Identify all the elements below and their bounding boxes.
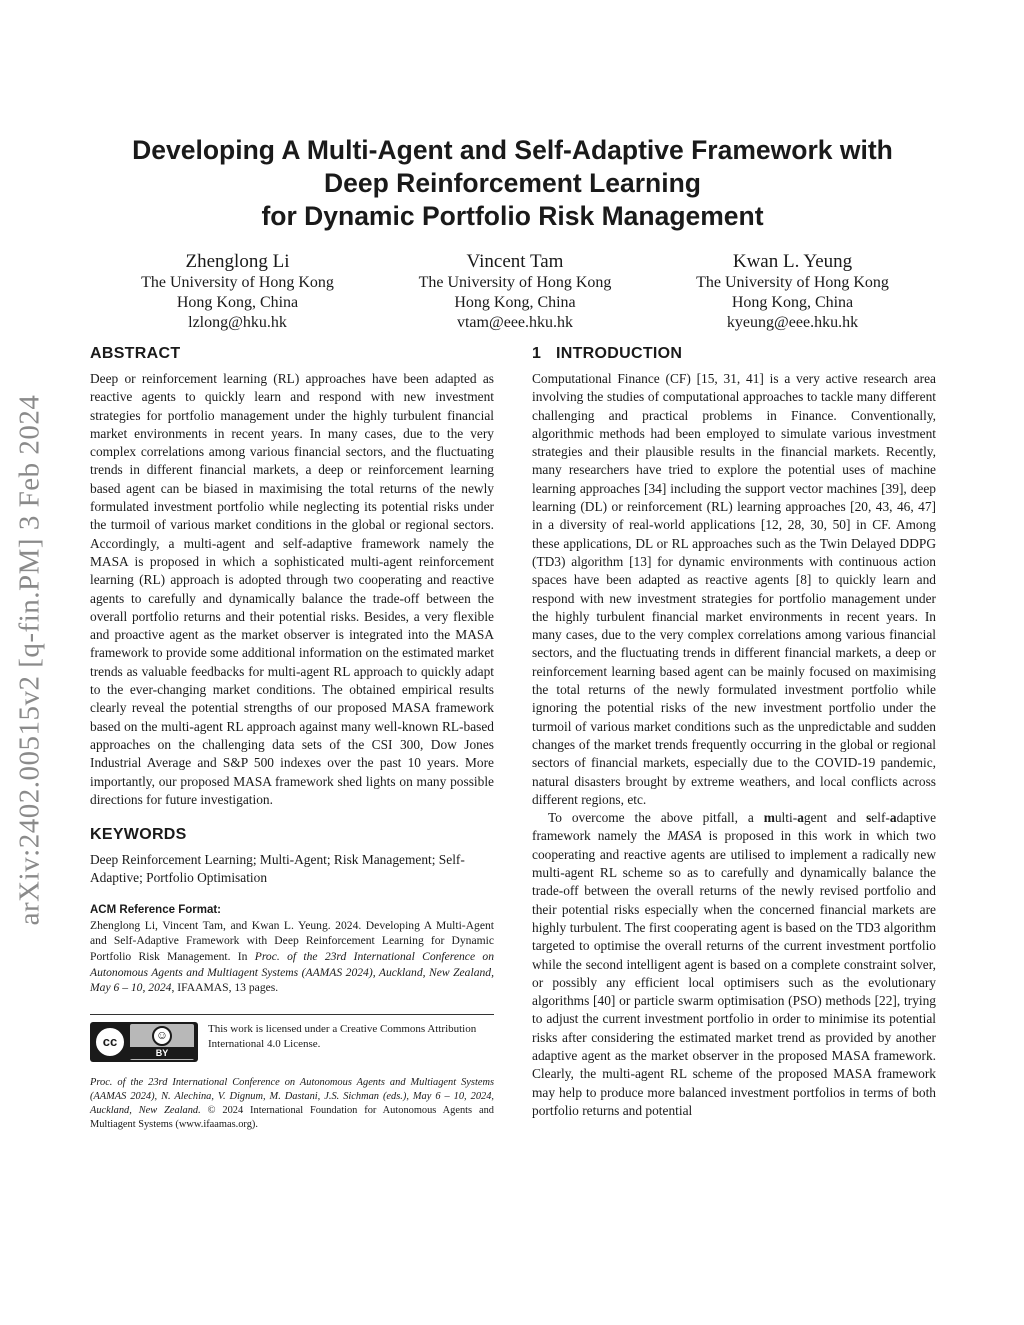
text-run: ulti- bbox=[774, 810, 798, 826]
keywords-text: Deep Reinforcement Learning; Multi-Agent; Risk Management; Self-Adaptive; Portfolio Optimisation bbox=[90, 852, 465, 886]
author-name: Vincent Tam bbox=[466, 251, 564, 272]
acronym-letter: a bbox=[797, 810, 804, 826]
right-column bbox=[532, 344, 936, 1120]
arxiv-identifier: arXiv:2402.00515v2 [q-fin.PM] 3 Feb 2024 bbox=[13, 394, 46, 926]
title-line-1: Developing A Multi-Agent and Self-Adaptive Framework with bbox=[132, 135, 893, 165]
acronym-letter: s bbox=[866, 810, 872, 826]
by-label: BY bbox=[130, 1047, 194, 1059]
left-column bbox=[90, 344, 494, 1132]
keywords-section bbox=[90, 825, 494, 888]
license-text: This work is licensed under a Creative Commons Attribution International 4.0 License. bbox=[208, 1022, 477, 1050]
author-list bbox=[100, 250, 930, 333]
introduction-heading bbox=[532, 344, 936, 364]
acronym-letter: m bbox=[763, 810, 775, 826]
proceedings-copyright: © 2024 International Foundation for Autonomous Agents and Multiagent Systems (www.ifaamas.org). bbox=[90, 1104, 494, 1130]
abstract-heading: ABSTRACT bbox=[90, 345, 181, 362]
attribution-person-icon: ☺ bbox=[152, 1026, 172, 1046]
text-run: daptive framework namely the bbox=[532, 810, 937, 844]
cc-icon: cc bbox=[94, 1026, 126, 1058]
text-run: is proposed in this work in which two cooperating and reactive agents are utilised to implement a radically new multi-agent RL scheme so as to carefully and dynamically balance the trade-off between the overall returns of the newly revised portfolio and their potential risks especially when the concerned financial markets are highly turbulent. The first cooperating agent is based on the TD3 algorithm targeted to optimise the overall returns of the current investment portfolio while the second intelligent agent is based on a complete constraint solver, or possibly any efficient local optimisers such as the evolutionary algorithms [40] or particle swarm optimisation (PSO) methods [22], trying to adjust the current investment portfolio in order to minimise its potential risks after considering the estimated market trend as provided by another adaptive agent as the market observer in the proposed MASA framework. Clearly, the multi-agent RL scheme of the proposed MASA framework may help to produce more balanced investment portfolios in terms of both portfolio returns and potential bbox=[532, 828, 937, 1118]
proceedings-citation: Proc. of the 23rd International Conference on Autonomous Agents and Multiagent Systems (AAMAS 2024), N. Alechina, V. Dignum, M. Dastani, J.S. Sichman (eds.), May 6 – 10, 2024, Auckland, New Zealand. bbox=[90, 1076, 494, 1116]
acm-reference-heading: ACM Reference Format: bbox=[90, 903, 221, 916]
cc-by-license-icon[interactable] bbox=[90, 1022, 198, 1062]
author-block bbox=[100, 250, 375, 333]
author-name: Kwan L. Yeung bbox=[732, 251, 853, 272]
author-affiliation: The University of Hong Kong bbox=[141, 274, 334, 291]
text-run: gent and bbox=[803, 810, 867, 826]
text-run: To overcome the above pitfall, a bbox=[548, 810, 764, 826]
section-title: INTRODUCTION bbox=[556, 345, 683, 362]
acm-reference-part2: , IFAAMAS, 13 pages. bbox=[171, 981, 279, 995]
paper-title bbox=[90, 134, 935, 233]
abstract-text: Deep or reinforcement learning (RL) approaches have been adapted as reactive agents to quickly learn and respond with new investment strategies for portfolio management under the highly turbulent financial market environments in recent years. In many cases, due to the very complex correlations among various financial sectors, and the fluctuating trends in different financial markets, a deep or reinforcement learning based agent can be biased in maximising the total returns of the newly formulated investment portfolio while neglecting its potential risks under the turmoil of various market conditions in the global or regional sectors. Accordingly, a multi-agent and self-adaptive framework namely the MASA is proposed in which a sophisticated multi-agent reinforcement learning (RL) approach is adopted through two cooperating and reactive agents to carefully and dynamically balance the trade-off between the overall portfolio returns and their potential risks. Besides, a very flexible and proactive agent as the market observer is integrated into the MASA framework to provide some additional information on the estimated market trends as valuable feedbacks for multi-agent RL approach to quickly adapt to the ever-changing market conditions. The obtained empirical results clearly reveal the potential strengths of our proposed MASA framework based on the multi-agent RL approach against many well-known RL-based approaches on the challenging data sets of the CSI 300, Dow Jones Industrial Average and S&P 500 indexes over the past 10 years. More importantly, our proposed MASA framework shed lights on many possible directions for future investigation. bbox=[90, 371, 494, 807]
keywords-heading: KEYWORDS bbox=[90, 826, 187, 844]
author-block bbox=[655, 250, 930, 333]
text-run: elf- bbox=[871, 810, 890, 826]
author-affiliation: The University of Hong Kong bbox=[696, 274, 889, 291]
acm-reference-text bbox=[90, 918, 494, 996]
acm-reference-part1: Zhenglong Li, Vincent Tam, and Kwan L. Yeung. 2024. Developing A Multi-Agent and Self-Adaptive Framework with Deep Reinforcement Learning for Dynamic Portfolio Risk Management. In bbox=[90, 918, 494, 963]
by-panel bbox=[130, 1024, 194, 1060]
author-block bbox=[378, 250, 653, 333]
author-name: Zhenglong Li bbox=[185, 251, 290, 272]
author-location: Hong Kong, China bbox=[176, 294, 299, 311]
author-email: vtam@eee.hku.hk bbox=[456, 314, 574, 331]
title-line-2: Deep Reinforcement Learning bbox=[324, 168, 701, 198]
acm-reference-venue: Proc. of the 23rd International Conference on Autonomous Agents and Multiagent Systems (AAMAS 2024), Auckland, New Zealand, May 6 – 10, 2024 bbox=[90, 949, 494, 995]
framework-name: MASA bbox=[667, 828, 702, 844]
author-affiliation: The University of Hong Kong bbox=[418, 274, 612, 291]
author-email: lzlong@hku.hk bbox=[188, 314, 287, 331]
proceedings-note bbox=[90, 1076, 494, 1132]
introduction-paragraph-2 bbox=[532, 809, 936, 1120]
title-line-3: for Dynamic Portfolio Risk Management bbox=[261, 201, 764, 231]
license-box bbox=[90, 1014, 494, 1062]
introduction-paragraph-1: Computational Finance (CF) [15, 31, 41] is a very active research area involving the studies of computational approaches to tackle many different challenging and practical problems in Finance. Conventionally, algorithmic methods had been employed to simulate various investment strategies and their plausible results in the financial markets. Recently, many researchers have tried to explore the potential uses of machine learning approaches [34] including the support vector machines [39], deep learning (DL) or reinforcement (RL) learning approaches [20, 43, 46, 47] in a diversity of real-world applications [12, 28, 30, 50] in CF. Among these applications, DL or RL approaches such as the Twin Delayed DDPG (TD3) algorithm [13] for dynamic environments with continuous action spaces have been adapted as reactive agents [8] to quickly learn and respond with new investment strategies for portfolio management under the highly turbulent financial market environments in recent years. In many cases, due to the very complex correlations among various financial sectors, and the fluctuating trends in different financial markets, a deep or reinforcement learning based agent can be mainly focused on maximising the total returns of the newly formulated investment portfolio while ignoring the potential risks of the new investment portfolio under the turmoil of various market conditions such as the unpredictable and sudden changes of the market trends frequently occurring in the global or regional sectors of financial markets, especially due to the COVID-19 pandemic, natural disasters brought by extreme weathers, and local conflicts across different regions, etc. bbox=[532, 371, 936, 807]
section-number: 1 bbox=[532, 345, 542, 362]
acronym-letter: a bbox=[889, 810, 897, 826]
author-location: Hong Kong, China bbox=[454, 294, 576, 311]
author-location: Hong Kong, China bbox=[731, 294, 854, 311]
author-email: kyeung@eee.hku.hk bbox=[726, 314, 859, 331]
